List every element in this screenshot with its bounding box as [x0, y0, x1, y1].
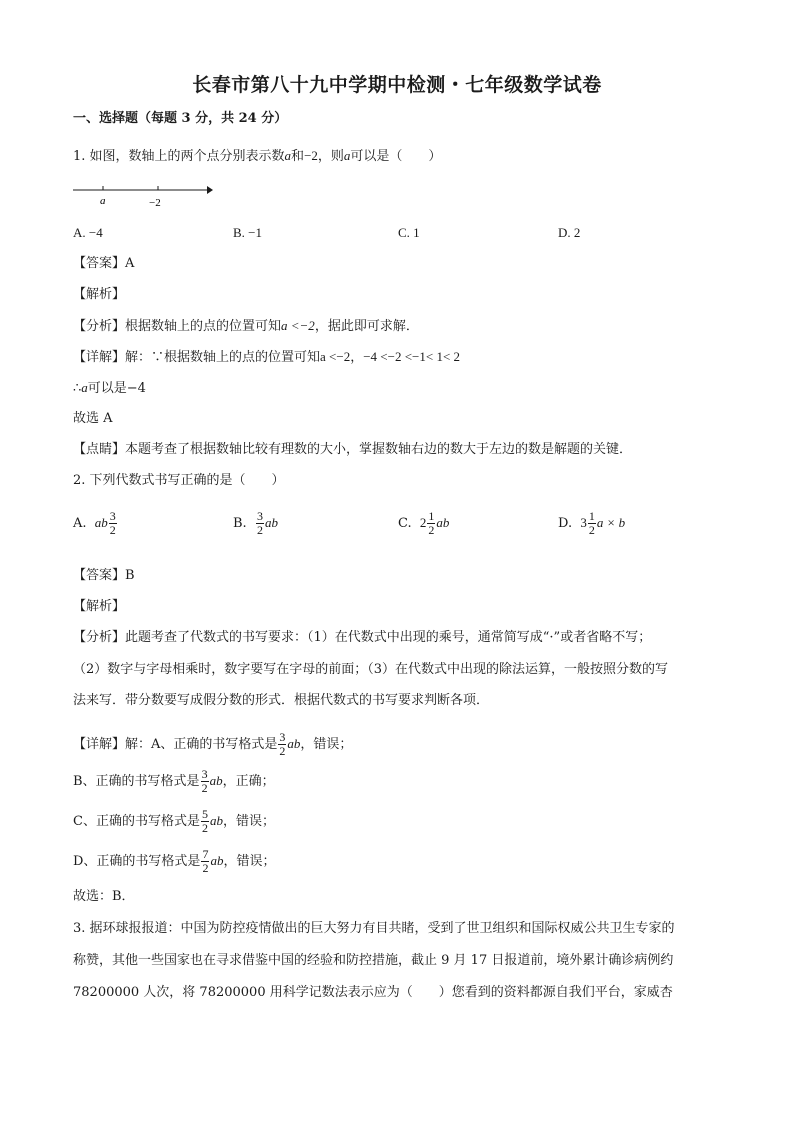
axis-label-a: a — [100, 195, 106, 207]
q1-stem: 1. 如图，数轴上的两个点分别表示数a和−2，则a可以是（ ） — [73, 148, 442, 164]
q1-dianjing: 【点睛】本题考查了根据数轴比较有理数的大小，掌握数轴右边的数大于左边的数是解题的关键． — [73, 442, 633, 457]
q2-fenxi-line-2: （2）数字与字母相乘时，数字要写在字母的前面；（3）在代数式中出现的除法运算，一般按照分数的写 — [73, 662, 669, 677]
q1-xiangjie: 【详解】解：∵根据数轴上的点的位置可知a <−2，−4 <−2 <−1< 1< 2 — [73, 349, 461, 365]
page-title: 长春市第八十九中学期中检测・七年级数学试卷 — [192, 74, 602, 96]
q2-stem: 2. 下列代数式书写正确的是（ ） — [73, 473, 285, 488]
section-heading-choice: 一、选择题（每题 3 分，共 24 分） — [73, 111, 288, 126]
q1-option-b: B. −1 — [233, 225, 263, 240]
number-line-figure — [73, 180, 223, 210]
q2-option-a: A. ab $\frac{3}{2}$ — [73, 509, 116, 537]
q1-choose: 故选 A — [73, 411, 113, 426]
q1-jiexi: 【解析】 — [73, 287, 126, 302]
q1-option-a: A. −4 — [73, 225, 103, 240]
q2-xiangjie-a: 【详解】解：A、正确的书写格式是 $\frac{3}{2}$ ab，错误； — [73, 730, 353, 758]
q2-option-c: C. 2 $\frac{1}{2}$ ab — [398, 509, 450, 537]
axis-label-neg2: −2 — [149, 197, 161, 209]
q1-answer: 【答案】A — [73, 256, 135, 271]
q3-line-1: 3. 据环球报报道：中国为防控疫情做出的巨大努力有目共睹，受到了世卫组织和国际权威公共卫生专家的 — [73, 921, 675, 936]
q2-jiexi: 【解析】 — [73, 599, 126, 614]
q2-fenxi-line-1: 【分析】此题考查了代数式的书写要求：（1）在代数式中出现的乘号，通常简写成“·”或者省略不写； — [73, 630, 652, 645]
q2-choose: 故选：B． — [73, 889, 135, 904]
q3-line-3: 78200000 人次，将 78200000 用科学记数法表示应为（ ）您看到的资料都源自我们平台，家威杏 — [73, 985, 673, 1000]
q2-xiangjie-c: C、正确的书写格式是 $\frac{5}{2}$ ab，错误； — [73, 807, 275, 835]
q2-xiangjie-b: B、正确的书写格式是 $\frac{3}{2}$ ab，正确； — [73, 767, 275, 795]
q1-conclusion: ∴a可以是−4 — [73, 380, 146, 396]
q2-xiangjie-d: D、正确的书写格式是 $\frac{7}{2}$ ab，错误； — [73, 847, 276, 875]
q2-answer: 【答案】B — [73, 568, 135, 583]
number-line-arrow — [207, 186, 213, 194]
q3-line-2: 称赞，其他一些国家也在寻求借鉴中国的经验和防控措施，截止 9 月 17 日报道前，境外累计确诊病例约 — [73, 953, 674, 968]
q1-fenxi: 【分析】根据数轴上的点的位置可知a <−2，据此即可求解． — [73, 318, 419, 334]
q1-option-c: C. 1 — [398, 225, 420, 240]
q2-fenxi-line-3: 法来写．带分数要写成假分数的形式．根据代数式的书写要求判断各项． — [73, 693, 490, 708]
q2-option-d: D. 3 $\frac{1}{2}$ a × b — [558, 509, 626, 537]
q1-option-d: D. 2 — [558, 225, 581, 240]
q2-option-b: B. $\frac{3}{2}$ ab — [233, 509, 278, 537]
